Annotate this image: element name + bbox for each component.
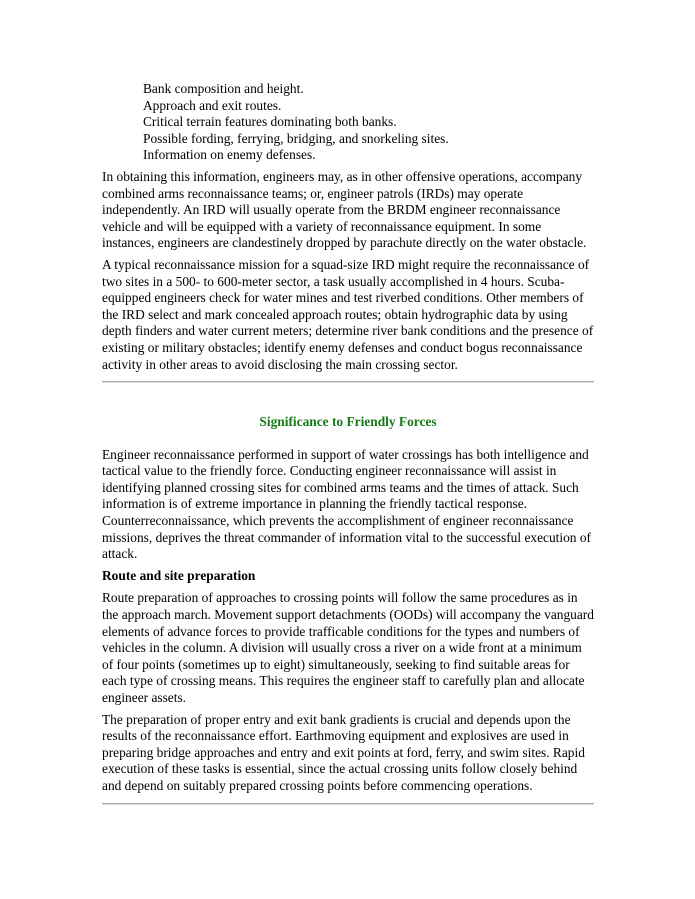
paragraph-obtaining-information: In obtaining this information, engineers may, as in other offensive operations, accompany combined arms reconnaissance teams; or, engineer patrols (IRDs) may operate independently. An IRD will usually operate from the BRDM engineer reconnaissance vehicle and will be equipped with a variety of reconnaissance equipment. In some instances, engineers are clandestinely dropped by parachute directly on the water obstacle.	[102, 168, 587, 251]
spacer	[102, 383, 594, 414]
list-item: Bank composition and height.	[143, 81, 304, 96]
list-item: Critical terrain features dominating both banks.	[143, 114, 397, 130]
paragraph-typical-mission: A typical reconnaissance mission for a squad-size IRD might require the reconnaissance of two sites in a 500- to 600-meter sector, a task usually accomplished in 4 hours. Scuba-equipped engineers check for water mines and test riverbed conditions. Other members of the IRD select and mark concealed approach routes; obtain hydrographic data by using depth finders and water current meters; determine river bank conditions and the presence of existing or military obstacles; identify enemy defenses and conduct bogus reconnaissance activity in other areas to avoid disclosing the main crossing sector.	[102, 256, 594, 372]
document-page	[102, 81, 594, 805]
list-item: Possible fording, ferrying, bridging, and snorkeling sites.	[143, 130, 449, 146]
list-item: Information on enemy defenses.	[143, 147, 316, 163]
intro-list	[143, 81, 594, 164]
horizontal-divider	[102, 803, 594, 805]
section-title: Significance to Friendly Forces	[259, 414, 437, 430]
paragraph-bank-gradients: The preparation of proper entry and exit bank gradients is crucial and depends upon the results of the reconnaissance effort. Earthmoving equipment and explosives are used in preparing bridge approaches and entry and exit points at ford, ferry, and swim sites. Rapid execution of these tasks is essential, since the actual crossing units follow closely behind and depend on suitably prepared crossing points before commencing operations.	[102, 711, 585, 793]
list-item: Approach and exit routes.	[143, 97, 282, 113]
paragraph-route-preparation: Route preparation of approaches to crossing points will follow the same procedures as in the approach march. Movement support detachments (OODs) will accompany the vanguard elements of advance forces to provide trafficable conditions for the types and numbers of vehicles in the column. A division will usually cross a river on a wide front at a minimum of four points (sometimes up to eight) simultaneously, seeking to find suitable areas for each type of crossing means. This requires the engineer staff to carefully plan and allocate engineer assets.	[102, 590, 594, 705]
spacer	[102, 431, 594, 447]
paragraph-significance: Engineer reconnaissance performed in support of water crossings has both intelligence and tactical value to the friendly force. Conducting engineer reconnaissance will assist in identifying planned crossing sites for combined arms teams and the times of attack. Such information is of extreme importance in planning the friendly tactical response. Counterreconnaissance, which prevents the accomplishment of engineer reconnaissance missions, deprives the threat commander of information vital to the successful execution of attack.	[102, 446, 592, 562]
subsection-heading: Route and site preparation	[102, 567, 256, 583]
